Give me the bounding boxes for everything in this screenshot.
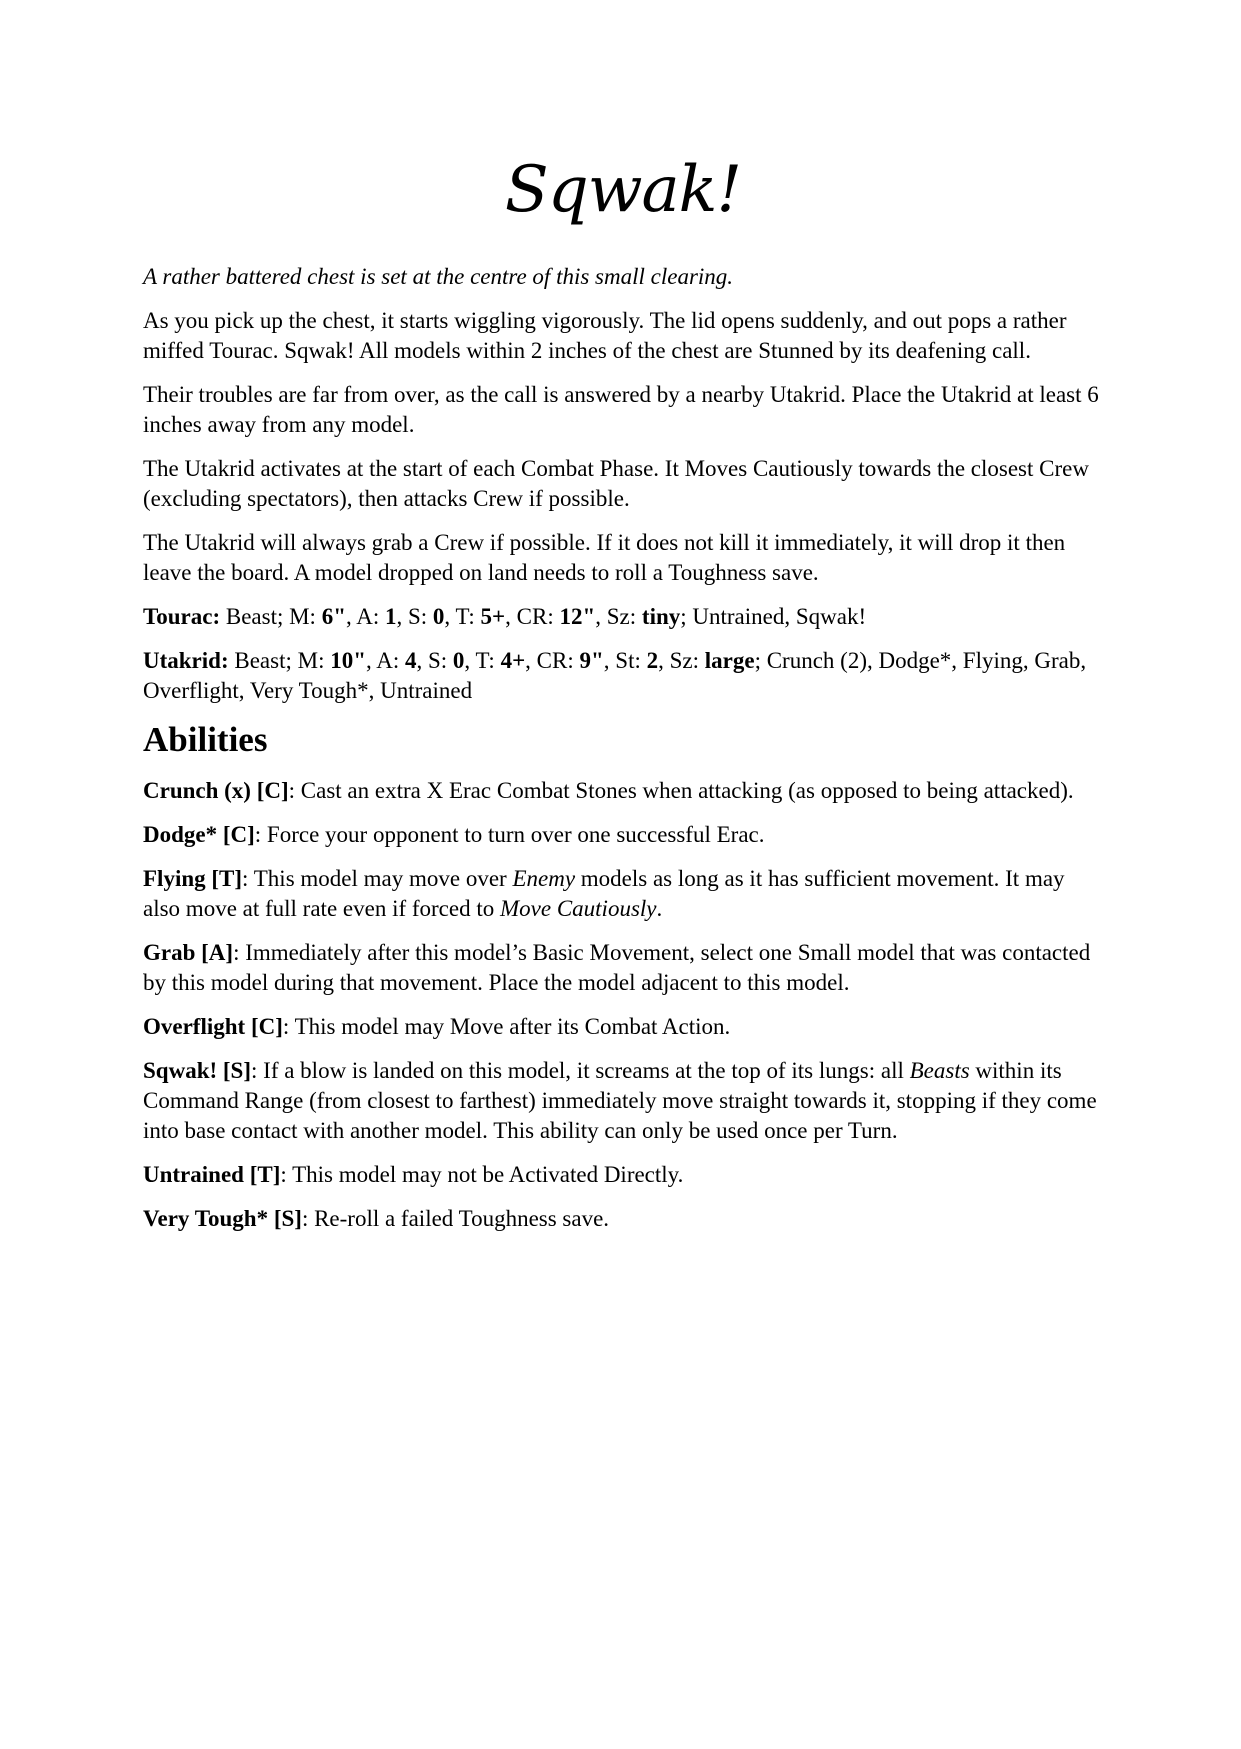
tourac-size: tiny bbox=[641, 604, 681, 629]
utakrid-attack-label: , A: bbox=[366, 648, 405, 673]
ability-description: : If a blow is landed on this model, it screams at the top of its lungs: all bbox=[251, 1058, 910, 1083]
ability-sqwak bbox=[143, 1056, 1103, 1146]
utakrid-command-range-label: , CR: bbox=[525, 648, 580, 673]
ability-emphasis: Beasts bbox=[909, 1058, 970, 1083]
body-paragraph-3: The Utakrid activates at the start of each Combat Phase. It Moves Cautiously towards the closest Crew (excluding spectators), then attacks Crew if possible. bbox=[143, 456, 1089, 511]
ability-name: Very Tough* [S] bbox=[143, 1206, 302, 1231]
ability-untrained bbox=[143, 1160, 1103, 1190]
body-paragraph-1: As you pick up the chest, it starts wiggling vigorously. The lid opens suddenly, and out pops a rather miffed Tourac. Sqwak! All models within 2 inches of the chest are Stunned by its deafening call. bbox=[143, 308, 1067, 363]
utakrid-command-range: 9" bbox=[579, 648, 604, 673]
tourac-move: 6" bbox=[321, 604, 346, 629]
utakrid-strength: 0 bbox=[452, 648, 465, 673]
ability-name: Overflight [C] bbox=[143, 1014, 283, 1039]
ability-description: : This model may Move after its Combat Action. bbox=[282, 1014, 731, 1039]
utakrid-stamina: 2 bbox=[646, 648, 659, 673]
tourac-strength-label: , S: bbox=[396, 604, 433, 629]
ability-crunch bbox=[143, 776, 1103, 806]
ability-very-tough bbox=[143, 1204, 1103, 1234]
utakrid-size-label: , Sz: bbox=[658, 648, 705, 673]
ability-description: models as long as it has sufficient movement. It may also move at full rate even if forced to bbox=[143, 866, 1065, 921]
utakrid-type: Beast; M: bbox=[228, 648, 331, 673]
body-paragraph-4: The Utakrid will always grab a Crew if possible. If it does not kill it immediately, it will drop it then leave the board. A model dropped on land needs to roll a Toughness save. bbox=[143, 530, 1066, 585]
tourac-toughness: 5+ bbox=[480, 604, 506, 629]
page-title: Sqwak! bbox=[504, 153, 742, 227]
ability-name: Crunch (x) [C] bbox=[143, 778, 289, 803]
ability-overflight bbox=[143, 1012, 1103, 1042]
ability-grab bbox=[143, 938, 1103, 998]
utakrid-size: large bbox=[704, 648, 755, 673]
utakrid-attack: 4 bbox=[404, 648, 417, 673]
tourac-name: Tourac: bbox=[143, 604, 221, 629]
utakrid-name: Utakrid: bbox=[143, 648, 229, 673]
utakrid-traits: ; Crunch (2), Dodge*, Flying, Grab, Overflight, Very Tough*, Untrained bbox=[143, 648, 1087, 703]
ability-description: : Force your opponent to turn over one successful Erac. bbox=[254, 822, 765, 847]
ability-emphasis: Move Cautiously bbox=[500, 896, 657, 921]
ability-emphasis: Enemy bbox=[512, 866, 576, 891]
ability-description: : This model may move over bbox=[242, 866, 513, 891]
intro-text: A rather battered chest is set at the centre of this small clearing. bbox=[143, 264, 734, 289]
utakrid-stamina-label: , St: bbox=[603, 648, 647, 673]
abilities-heading: Abilities bbox=[143, 720, 268, 759]
utakrid-toughness-label: , T: bbox=[464, 648, 501, 673]
tourac-stat-line bbox=[143, 602, 1103, 632]
utakrid-toughness: 4+ bbox=[500, 648, 526, 673]
document-body bbox=[143, 262, 1103, 1234]
ability-description: : Immediately after this model’s Basic Movement, select one Small model that was contacted by this model during that movement. Place the model adjacent to this model. bbox=[143, 940, 1091, 995]
ability-name: Dodge* [C] bbox=[143, 822, 255, 847]
ability-name: Grab [A] bbox=[143, 940, 234, 965]
tourac-type: Beast; M: bbox=[220, 604, 322, 629]
ability-description: : Cast an extra X Erac Combat Stones when attacking (as opposed to being attacked). bbox=[288, 778, 1074, 803]
ability-description: : Re-roll a failed Toughness save. bbox=[301, 1206, 610, 1231]
ability-description: . bbox=[656, 896, 663, 921]
tourac-traits: ; Untrained, Sqwak! bbox=[680, 604, 867, 629]
body-paragraph-2: Their troubles are far from over, as the call is answered by a nearby Utakrid. Place the Utakrid at least 6 inches away from any model. bbox=[143, 382, 1099, 437]
tourac-command-range-label: , CR: bbox=[505, 604, 560, 629]
ability-flying bbox=[143, 864, 1103, 924]
tourac-attack: 1 bbox=[384, 604, 397, 629]
ability-description: : This model may not be Activated Directly. bbox=[280, 1162, 684, 1187]
tourac-size-label: , Sz: bbox=[595, 604, 642, 629]
ability-name: Sqwak! [S] bbox=[143, 1058, 252, 1083]
utakrid-stat-line bbox=[143, 646, 1103, 706]
tourac-toughness-label: , T: bbox=[444, 604, 481, 629]
ability-name: Flying [T] bbox=[143, 866, 243, 891]
utakrid-strength-label: , S: bbox=[416, 648, 453, 673]
tourac-command-range: 12" bbox=[559, 604, 596, 629]
tourac-strength: 0 bbox=[432, 604, 445, 629]
document-page bbox=[143, 0, 1103, 1248]
utakrid-move: 10" bbox=[330, 648, 366, 673]
ability-name: Untrained [T] bbox=[143, 1162, 281, 1187]
ability-description: within its Command Range (from closest to farthest) immediately move straight towards it, stopping if they come into base contact with another model. This ability can only be used once per Turn. bbox=[143, 1058, 1097, 1143]
tourac-attack-label: , A: bbox=[345, 604, 385, 629]
ability-dodge bbox=[143, 820, 1103, 850]
